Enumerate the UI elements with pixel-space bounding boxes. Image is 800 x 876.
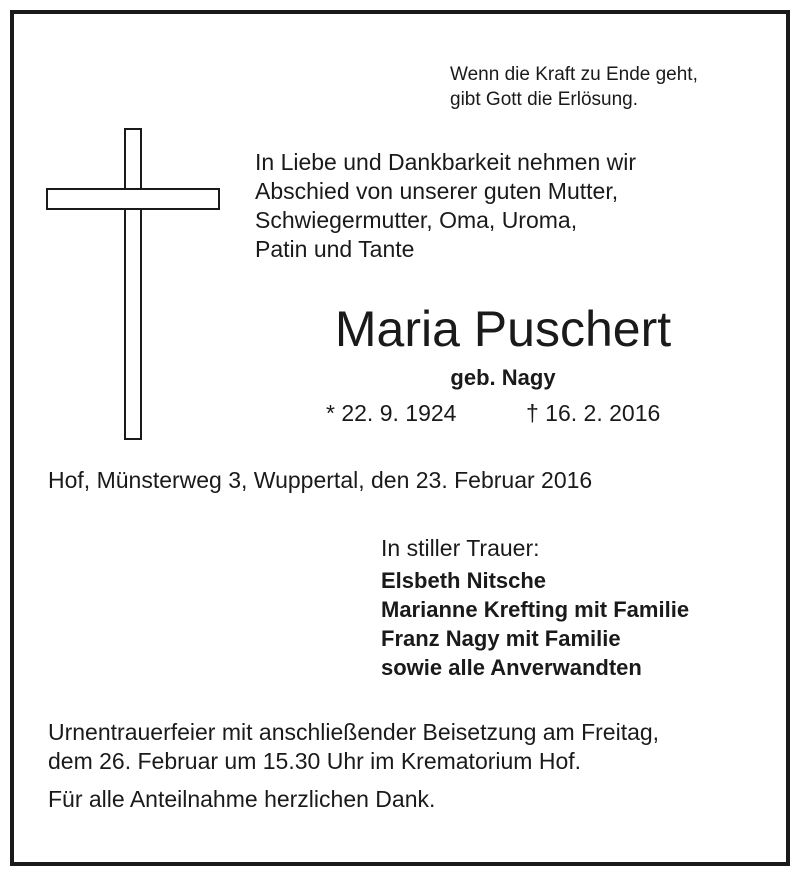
funeral-info: Urnentrauerfeier mit anschließender Beisetzung am Freitag, dem 26. Februar um 15.30 Uhr im Krematorium Hof. [48, 719, 660, 774]
place-date: Hof, Münsterweg 3, Wuppertal, den 23. Februar 2016 [48, 467, 593, 493]
mourner: Elsbeth Nitsche [381, 568, 547, 593]
mourners-list [381, 566, 689, 682]
deceased-name: Maria Puschert [334, 301, 672, 357]
quote: Wenn die Kraft zu Ende geht, gibt Gott die Erlösung. [450, 64, 698, 110]
birth-date: * 22. 9. 1924 [326, 400, 457, 426]
intro-text: In Liebe und Dankbarkeit nehmen wir Abschied von unserer guten Mutter, Schwiegermutter, Oma, Uroma, Patin und Tante [255, 149, 637, 262]
death-date: † 16. 2. 2016 [526, 400, 661, 426]
mourner: Marianne Krefting mit Familie [381, 597, 690, 622]
mourner: Franz Nagy mit Familie [381, 626, 621, 651]
mourner: sowie alle Anverwandten [381, 655, 642, 680]
mourning-label: In stiller Trauer: [381, 535, 540, 561]
thanks-text: Für alle Anteilnahme herzlichen Dank. [48, 786, 436, 812]
maiden-name: geb. Nagy [450, 365, 556, 390]
